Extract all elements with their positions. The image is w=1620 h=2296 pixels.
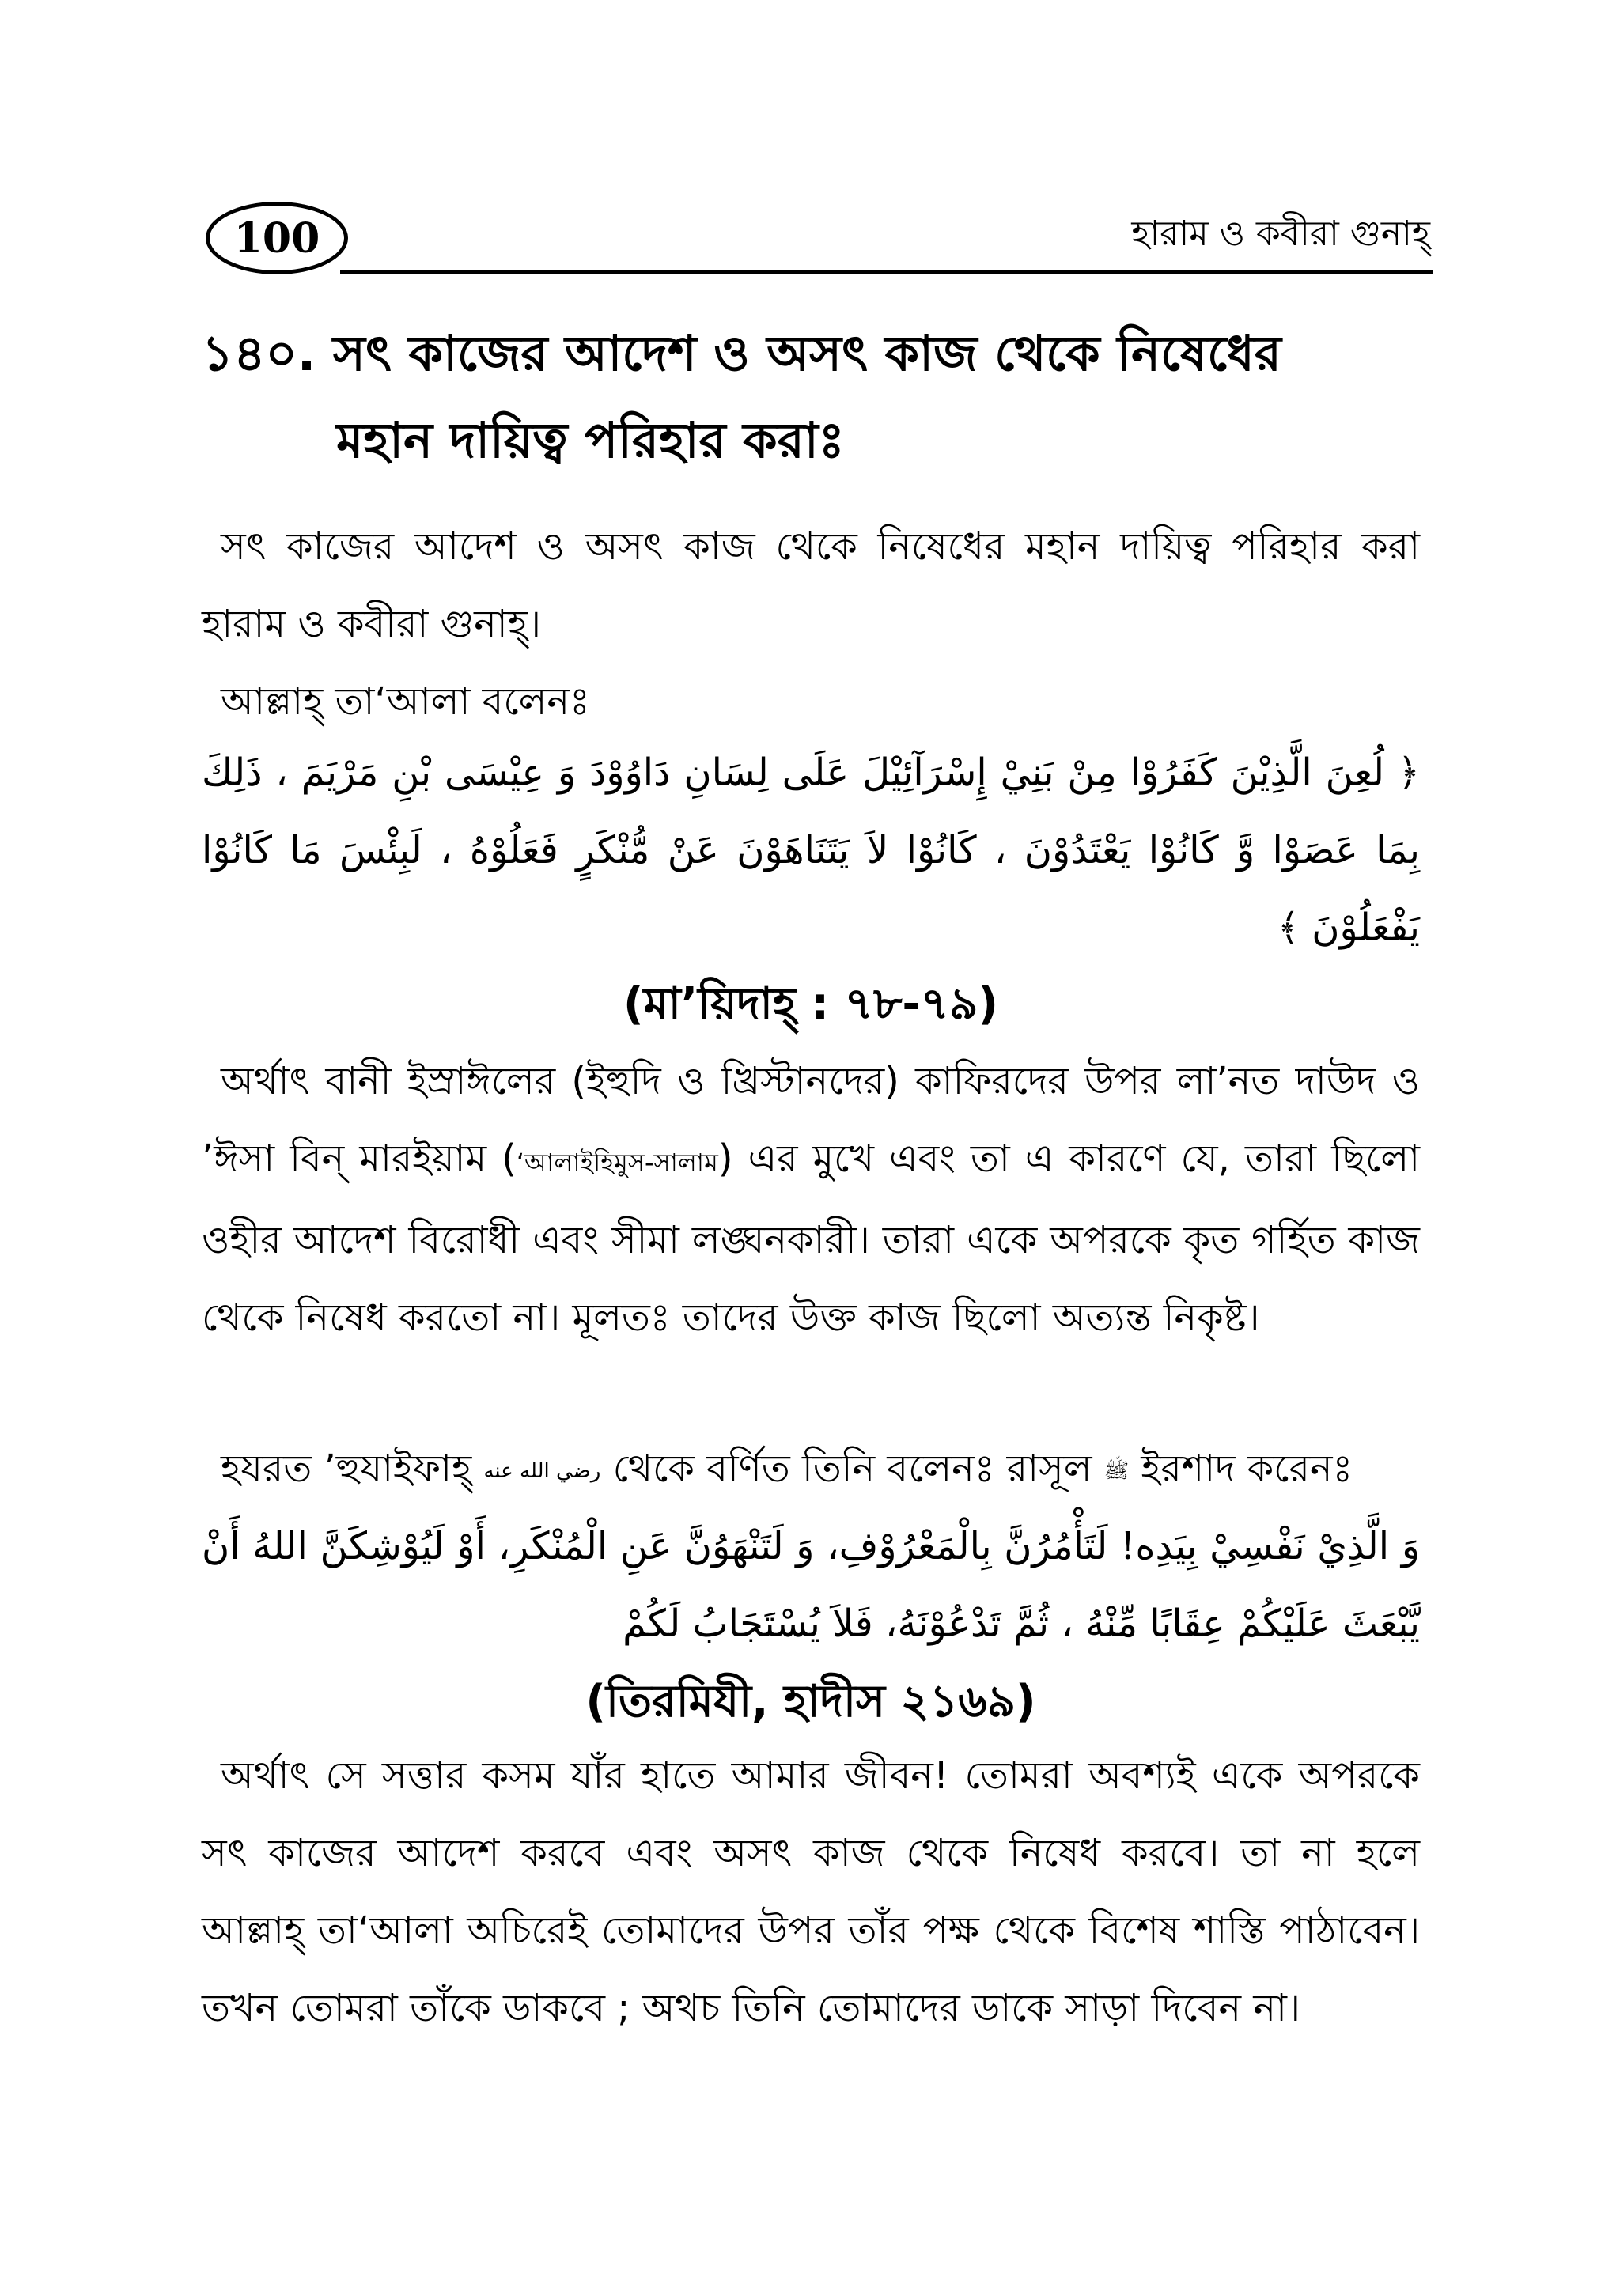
- quran-verse-arabic: ﴿ لُعِنَ الَّذِيْنَ كَفَرُوْا مِنْ بَنِيْ إِسْرَآئِيْلَ عَلَى لِسَانِ دَاوُوْدَ وَ عِيْسَى بْنِ مَرْيَمَ ، ذَلِكَ بِمَا عَصَوْا وَّ كَانُوْا يَعْتَدُوْنَ ، كَانُوْا لاَ يَتَنَاهَوْنَ عَنْ مُّنْكَرٍ فَعَلُوْهُ ، لَبِئْسَ مَا كَانُوْا يَفْعَلُوْنَ ﴾: [202, 751, 1421, 950]
- translation-text-b: ) এর মুখে এবং তা এ কারণে যে, তারা ছিলো ওহীর আদেশ বিরোধী এবং সীমা লঙ্ঘনকারী। তারা একে অপরকে কৃত গর্হিত কাজ থেকে নিষেধ করতো না। মূলতঃ তাদের উক্ত কাজ ছিলো অত্যন্ত নিকৃষ্ট।: [202, 1137, 1421, 1340]
- hadith-intro-a: হযরত ’হুযাইফাহ্: [221, 1447, 472, 1491]
- hadith-intro-c: ইরশাদ করেনঃ: [1141, 1447, 1353, 1491]
- section-heading: [202, 310, 1420, 484]
- header-divider: [340, 270, 1433, 274]
- prophet-honorific: ﷺ: [1103, 1459, 1130, 1483]
- running-title: হারাম ও কবীরা গুনাহ্: [1131, 214, 1430, 254]
- hadith-arabic: وَ الَّذِيْ نَفْسِيْ بِيَدِه! لَتَأْمُرُنَّ بِالْمَعْرُوْفِ، وَ لَتَنْهَوُنَّ عَنِ الْمُنْكَرِ، أَوْ لَيُوْشِكَنَّ اللهُ أَنْ يَّبْعَثَ عَلَيْكُمْ عِقَابًا مِّنْهُ ، ثُمَّ تَدْعُوْنَهُ، فَلاَ يُسْتَجَابُ لَكُمْ: [202, 1524, 1420, 1646]
- quran-translation: [202, 1042, 1420, 1356]
- page-number-text: 100: [233, 214, 320, 263]
- page-number: [206, 202, 348, 274]
- section-heading-line1: ১৪০. সৎ কাজের আদেশ ও অসৎ কাজ থেকে নিষেধের: [202, 324, 1281, 382]
- hadith-reference: (তিরমিযী, হাদীস ২১৬৯): [585, 1676, 1036, 1727]
- intro-paragraph: সৎ কাজের আদেশ ও অসৎ কাজ থেকে নিষেধের মহান দায়িত্ব পরিহার করা হারাম ও কবীরা গুনাহ্।: [202, 524, 1420, 646]
- allah-says-line: আল্লাহ্ তা‘আলা বলেনঃ: [221, 679, 590, 724]
- hadith-intro: [202, 1430, 1420, 1510]
- sahabi-honorific: رضي الله عنه: [483, 1459, 601, 1483]
- quran-reference: (মা’য়িদাহ্ : ৭৮-৭৯): [623, 978, 998, 1030]
- translation-text-a: অর্থাৎ বানী ইস্রাঈলের (ইহুদি ও খ্রিস্টানদের) কাফিরদের উপর লা’নত দাউদ ও ’ঈসা বিন্ মারইয়াম (: [202, 1059, 1420, 1181]
- section-heading-line2: মহান দায়িত্ব পরিহার করাঃ: [336, 411, 845, 469]
- hadith-intro-b: থেকে বর্ণিত তিনি বলেনঃ রাসূল: [612, 1447, 1092, 1491]
- alaihimus-salam-text: ‘আলাইহিমুস-সালাম: [516, 1148, 718, 1178]
- hadith-translation: অর্থাৎ সে সত্তার কসম যাঁর হাতে আমার জীবন! তোমরা অবশ্যই একে অপরকে সৎ কাজের আদেশ করবে এবং অসৎ কাজ থেকে নিষেধ করবে। তা না হলে আল্লাহ্ তা‘আলা অচিরেই তোমাদের উপর তাঁর পক্ষ থেকে বিশেষ শাস্তি পাঠাবেন। তখন তোমরা তাঁকে ডাকবে ; অথচ তিনি তোমাদের ডাকে সাড়া দিবেন না।: [202, 1753, 1420, 2030]
